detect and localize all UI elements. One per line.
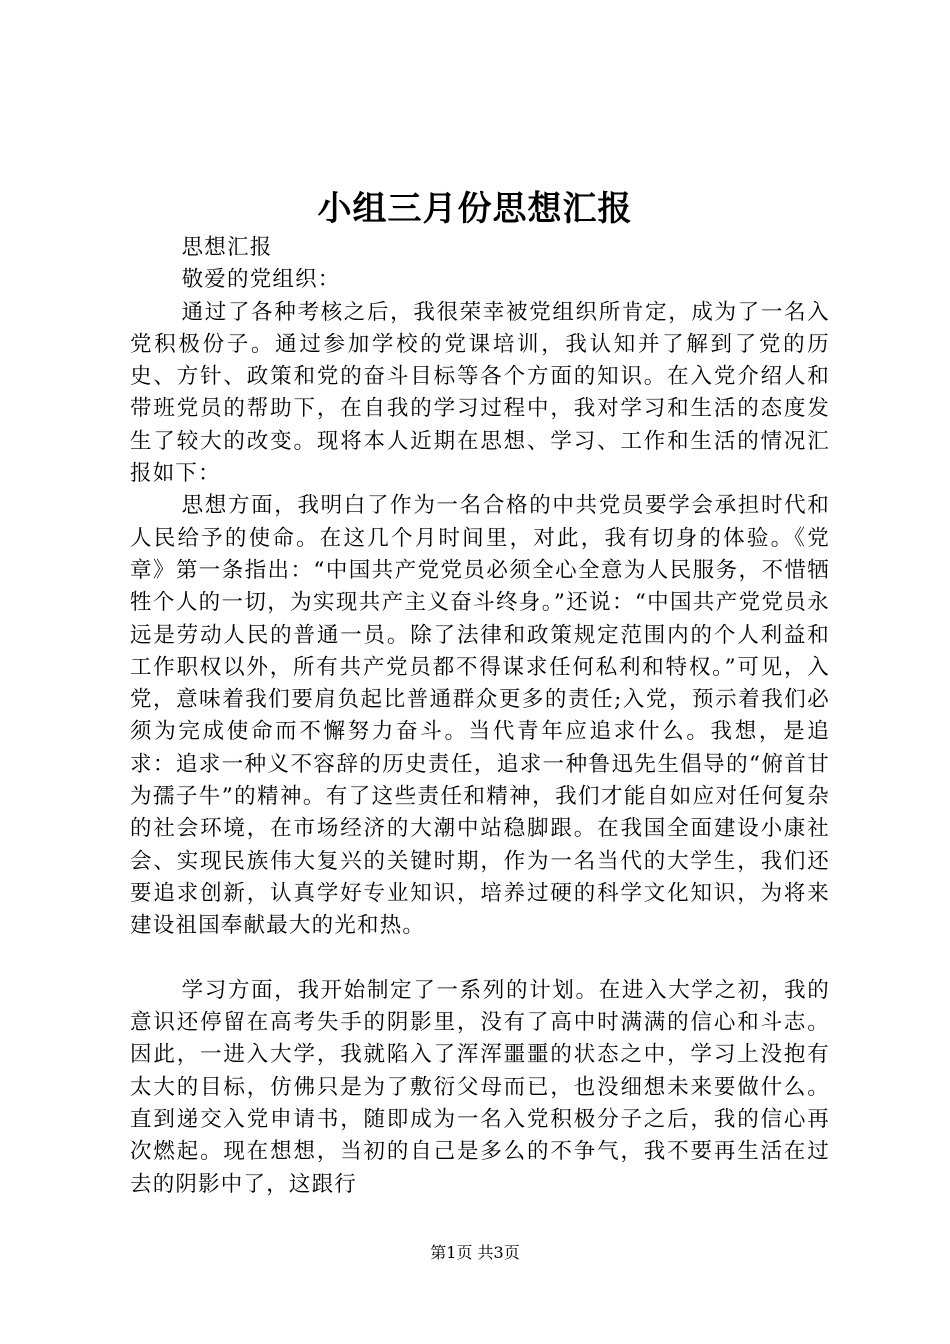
paragraph-thought: 思想方面，我明白了作为一名合格的中共党员要学会承担时代和人民给予的使命。在这几个月时间里，对此，我有切身的体验。《党章》第一条指出：“中国共产党党员必须全心全意为人民服务，不惜牺牲个人的一切，为实现共产主义奋斗终身。”还说：“中国共产党党员永远是劳动人民的普通一员。除了法律和政策规定范围内的个人利益和工作职权以外，所有共产党员都不得谋求任何私利和特权。”可见，入党，意味着我们要肩负起比普通群众更多的责任;入党，预示着我们必须为完成使命而不懈努力奋斗。当代青年应追求什么。我想，是追求：追求一种义不容辞的历史责任，追求一种鲁迅先生倡导的“俯首甘为孺子牛”的精神。有了这些责任和精神，我们才能自如应对任何复杂的社会环境，在市场经济的大潮中站稳脚跟。在我国全面建设小康社会、实现民族伟大复兴的关键时期，作为一名当代的大学生，我们还要追求创新，认真学好专业知识，培养过硬的科学文化知识，为将来建设祖国奉献最大的光和热。 (130, 493, 830, 939)
page-footer: 第1页 共3页 (430, 1243, 520, 1262)
document-title: 小组三月份思想汇报 (317, 189, 633, 229)
document-body (130, 232, 830, 1201)
paragraph-salutation: 敬爱的党组织： (181, 267, 341, 293)
paragraph-heading: 思想汇报 (181, 235, 273, 260)
paragraph-study: 学习方面，我开始制定了一系列的计划。在进入大学之初，我的意识还停留在高考失手的阴影里，没有了高中时满满的信心和斗志。因此，一进入大学，我就陷入了浑浑噩噩的状态之中，学习上没抱有太大的目标，仿佛只是为了敷衍父母而已，也没细想未来要做什么。直到递交入党申请书，随即成为一名入党积极分子之后，我的信心再次燃起。现在想想，当初的自己是多么的不争气，我不要再生活在过去的阴影中了，这跟行 (130, 977, 830, 1197)
paragraph-intro: 通过了各种考核之后，我很荣幸被党组织所肯定，成为了一名入党积极份子。通过参加学校的党课培训，我认知并了解到了党的历史、方针、政策和党的奋斗目标等各个方面的知识。在入党介绍人和带班党员的帮助下，在自我的学习过程中，我对学习和生活的态度发生了较大的改变。现将本人近期在思想、学习、工作和生活的情况汇报如下： (130, 299, 830, 487)
